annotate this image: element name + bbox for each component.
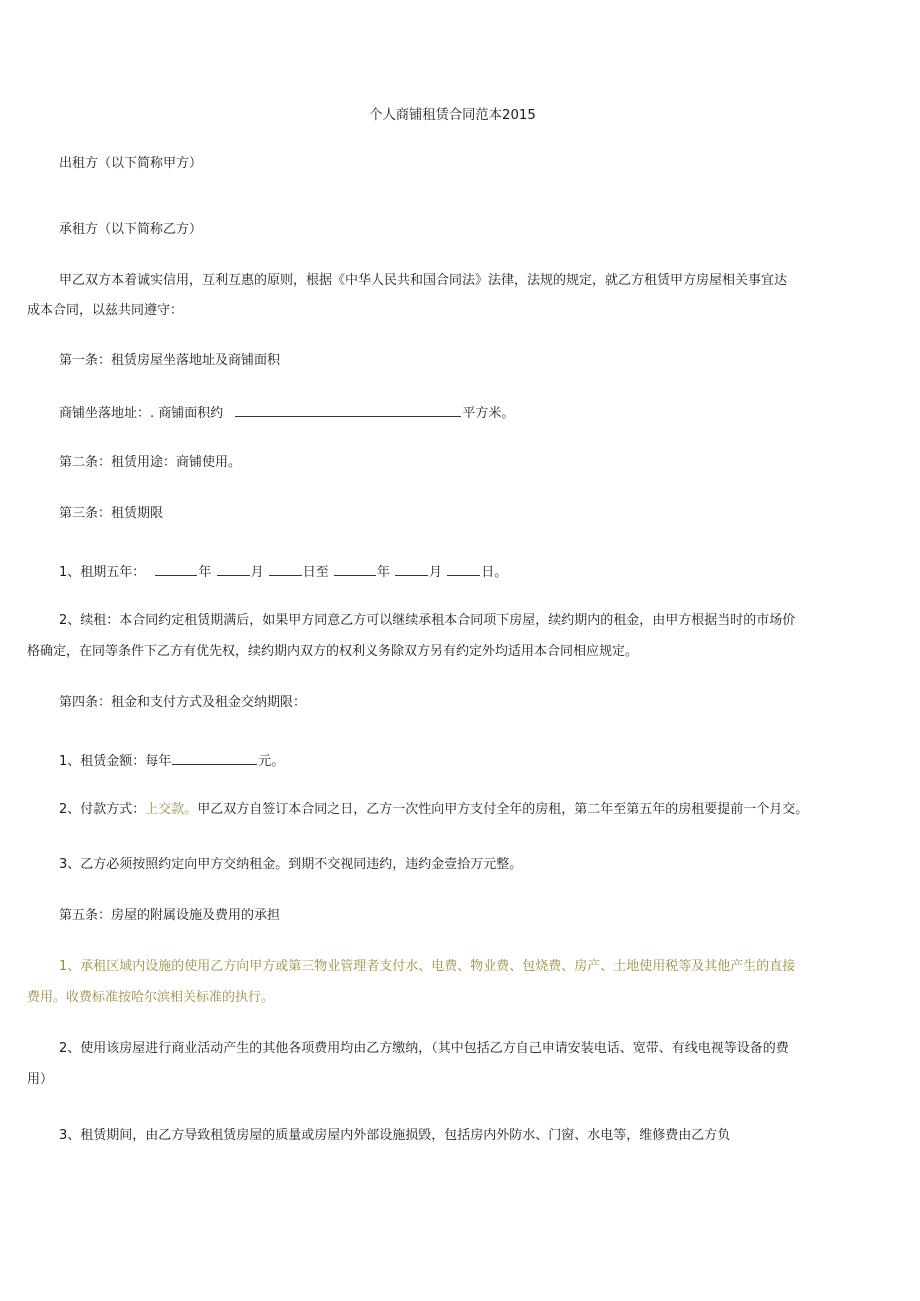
article-4-title: 第四条：租金和支付方式及租金交纳期限： [59,695,307,710]
rent-amount-line [59,751,284,771]
lease-term-label: 1、租期五年： [59,565,146,580]
payment-method-highlight: 上交款。 [145,802,198,817]
rent-default-line: 3、乙方必须按照约定向甲方交纳租金。到期不交视同违约，违约金壹拾万元整。 [59,857,523,872]
lessee-line: 承租方（以下简称乙方） [59,222,203,237]
start-day-label: 日至 [302,565,329,580]
end-day-blank [447,562,480,576]
lessor-line: 出租方（以下简称甲方） [59,156,203,171]
start-year-label: 年 [198,565,212,580]
rent-amount-blank [172,751,257,765]
end-year-label: 年 [376,565,390,580]
end-year-blank [334,562,376,576]
lease-term-line [59,562,507,582]
end-month-blank [395,562,428,576]
payment-method-label: 2、付款方式： [59,802,146,817]
end-month-label: 月 [429,565,443,580]
renewal-line-2: 格确定，在同等条件下乙方有优先权，续约期内双方的权利义务除双方另有约定外均适用本合同相应规定。 [27,644,639,659]
start-month-label: 月 [250,565,264,580]
start-year-blank [155,562,197,576]
renewal-line-1: 2、续租：本合同约定租赁期满后，如果甲方同意乙方可以继续承租本合同项下房屋，续约期内的租金，由甲方根据当时的市场价 [59,613,796,628]
damage-repair-line: 3、租赁期间，由乙方导致租赁房屋的质量或房屋内外部设施损毁，包括房内外防水、门窗、水电等，维修费由乙方负 [59,1128,731,1143]
payment-method-line [59,801,808,819]
start-month-blank [217,562,250,576]
address-label: 商铺坐落地址：. 商铺面积约 [59,406,224,421]
area-unit: 平方米。 [462,406,515,421]
start-day-blank [269,562,302,576]
article-1-title: 第一条：租赁房屋坐落地址及商铺面积 [59,353,281,368]
article-3-title: 第三条：租赁期限 [59,506,164,521]
facilities-line-1: 1、承租区域内设施的使用乙方向甲方或第三物业管理者支付水、电费、物业费、包烧费、房产、土地使用税等及其他产生的直接 [59,959,796,974]
doc-title: 个人商铺租赁合同范本2015 [369,107,536,123]
article-2: 第二条：租赁用途：商铺使用。 [59,455,242,470]
facilities-line-2: 费用。收费标准按哈尔滨相关标准的执行。 [27,990,275,1005]
other-fees-line-1: 2、使用该房屋进行商业活动产生的其他各项费用均由乙方缴纳，（其中包括乙方自己申请安装电话、宽带、有线电视等设备的费 [59,1041,789,1056]
rent-amount-unit: 元。 [258,754,285,769]
article-5-title: 第五条：房屋的附属设施及费用的承担 [59,908,281,923]
preamble-line-1: 甲乙双方本着诚实信用，互利互惠的原则，根据《中华人民共和国合同法》法律，法规的规定，就乙方租赁甲方房屋相关事宜达 [59,273,788,288]
end-day-label: 日。 [481,565,508,580]
payment-method-text: 甲乙双方自签订本合同之日，乙方一次性向甲方支付全年的房租，第二年至第五年的房租要提前一个月交。 [197,802,809,817]
other-fees-line-2: 用） [27,1072,54,1087]
area-blank [235,403,461,417]
rent-amount-label: 1、租赁金额：每年 [59,754,172,769]
preamble-line-2: 成本合同，以兹共同遵守： [27,303,184,318]
article-1-address [59,403,514,423]
